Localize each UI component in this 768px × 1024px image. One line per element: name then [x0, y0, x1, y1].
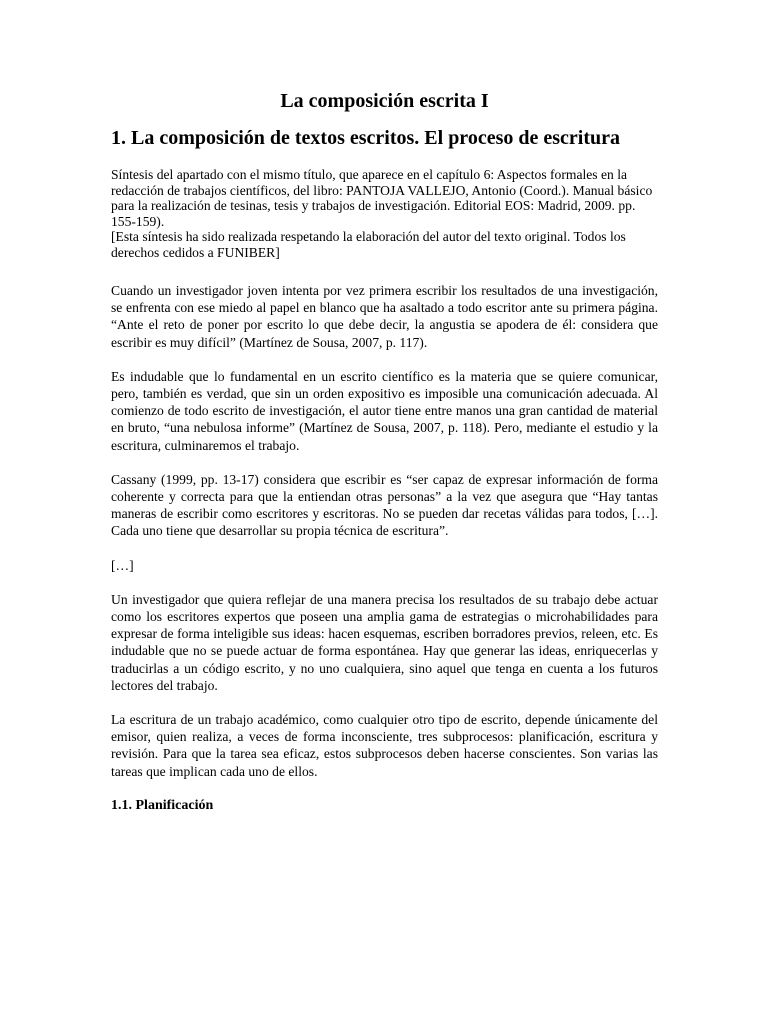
paragraph: Es indudable que lo fundamental en un escrito científico es la materia que se quiere comunicar, pero, también es verdad, que sin un orden expositivo es imposible una comunicación adecuada. Al comienzo de todo escrito de investigación, el autor tiene entre manos una gran cantidad de material en bruto, “una nebulosa informe” (Martínez de Sousa, 2007, p. 118). Pero, mediante el estudio y la escritura, culminaremos el trabajo.: [111, 368, 658, 453]
synthesis-source-line: Síntesis del apartado con el mismo título, que aparece en el capítulo 6: Aspectos formales en la redacción de trabajos científicos, del libro: PANTOJA VALLEJO, Antonio (Coord.). Manual básico para la realización de tesinas, tesis y trabajos de investigación. Editorial EOS: Madrid, 2009. pp. 155-159).: [111, 167, 653, 229]
synthesis-rights-line: [Esta síntesis ha sido realizada respetando la elaboración del autor del texto original. Todos los derechos cedidos a FUNIBER]: [111, 229, 626, 260]
section-heading: 1. La composición de textos escritos. El proceso de escritura: [111, 127, 620, 149]
synthesis-note: [111, 167, 658, 260]
omission-marker: […]: [111, 557, 134, 573]
paragraph: Cuando un investigador joven intenta por vez primera escribir los resultados de una investigación, se enfrenta con ese miedo al papel en blanco que ha asaltado a todo escritor ante su primera página. “Ante el reto de poner por escrito lo que debe decir, la angustia se apodera de él: considera que escribir es muy difícil” (Martínez de Sousa, 2007, p. 117).: [111, 283, 658, 350]
paragraph: La escritura de un trabajo académico, como cualquier otro tipo de escrito, depende únicamente del emisor, quien realiza, a veces de forma inconsciente, tres subprocesos: planificación, escritura y revisión. Para que la tarea sea eficaz, estos subprocesos deben hacerse conscientes. Son varias las tareas que implican cada uno de ellos.: [111, 712, 658, 779]
document-page: [111, 88, 658, 815]
paragraph: Cassany (1999, pp. 13-17) considera que escribir es “ser capaz de expresar información de forma coherente y correcta para que la entiendan otras personas” a la vez que asegura que “Hay tantas maneras de escribir como escritores y escritoras. No se pueden dar recetas válidas para todos, […]. Cada uno tiene que desarrollar su propia técnica de escritura”.: [111, 471, 658, 539]
subsection-heading: 1.1. Planificación: [111, 797, 214, 813]
document-title: La composición escrita I: [280, 90, 489, 112]
paragraph: Un investigador que quiera reflejar de una manera precisa los resultados de su trabajo debe actuar como los escritores expertos que poseen una amplia gama de estrategias o microhabilidades para expresar de forma inteligible sus ideas: hacen esquemas, escriben borradores previos, releen, etc. Es indudable que no se puede actuar de forma espontánea. Hay que generar las ideas, enriquecerlas y traducirlas a un código escrito, y no uno cualquiera, sino aquel que tenga en cuenta a los futuros lectores del trabajo.: [111, 591, 658, 693]
